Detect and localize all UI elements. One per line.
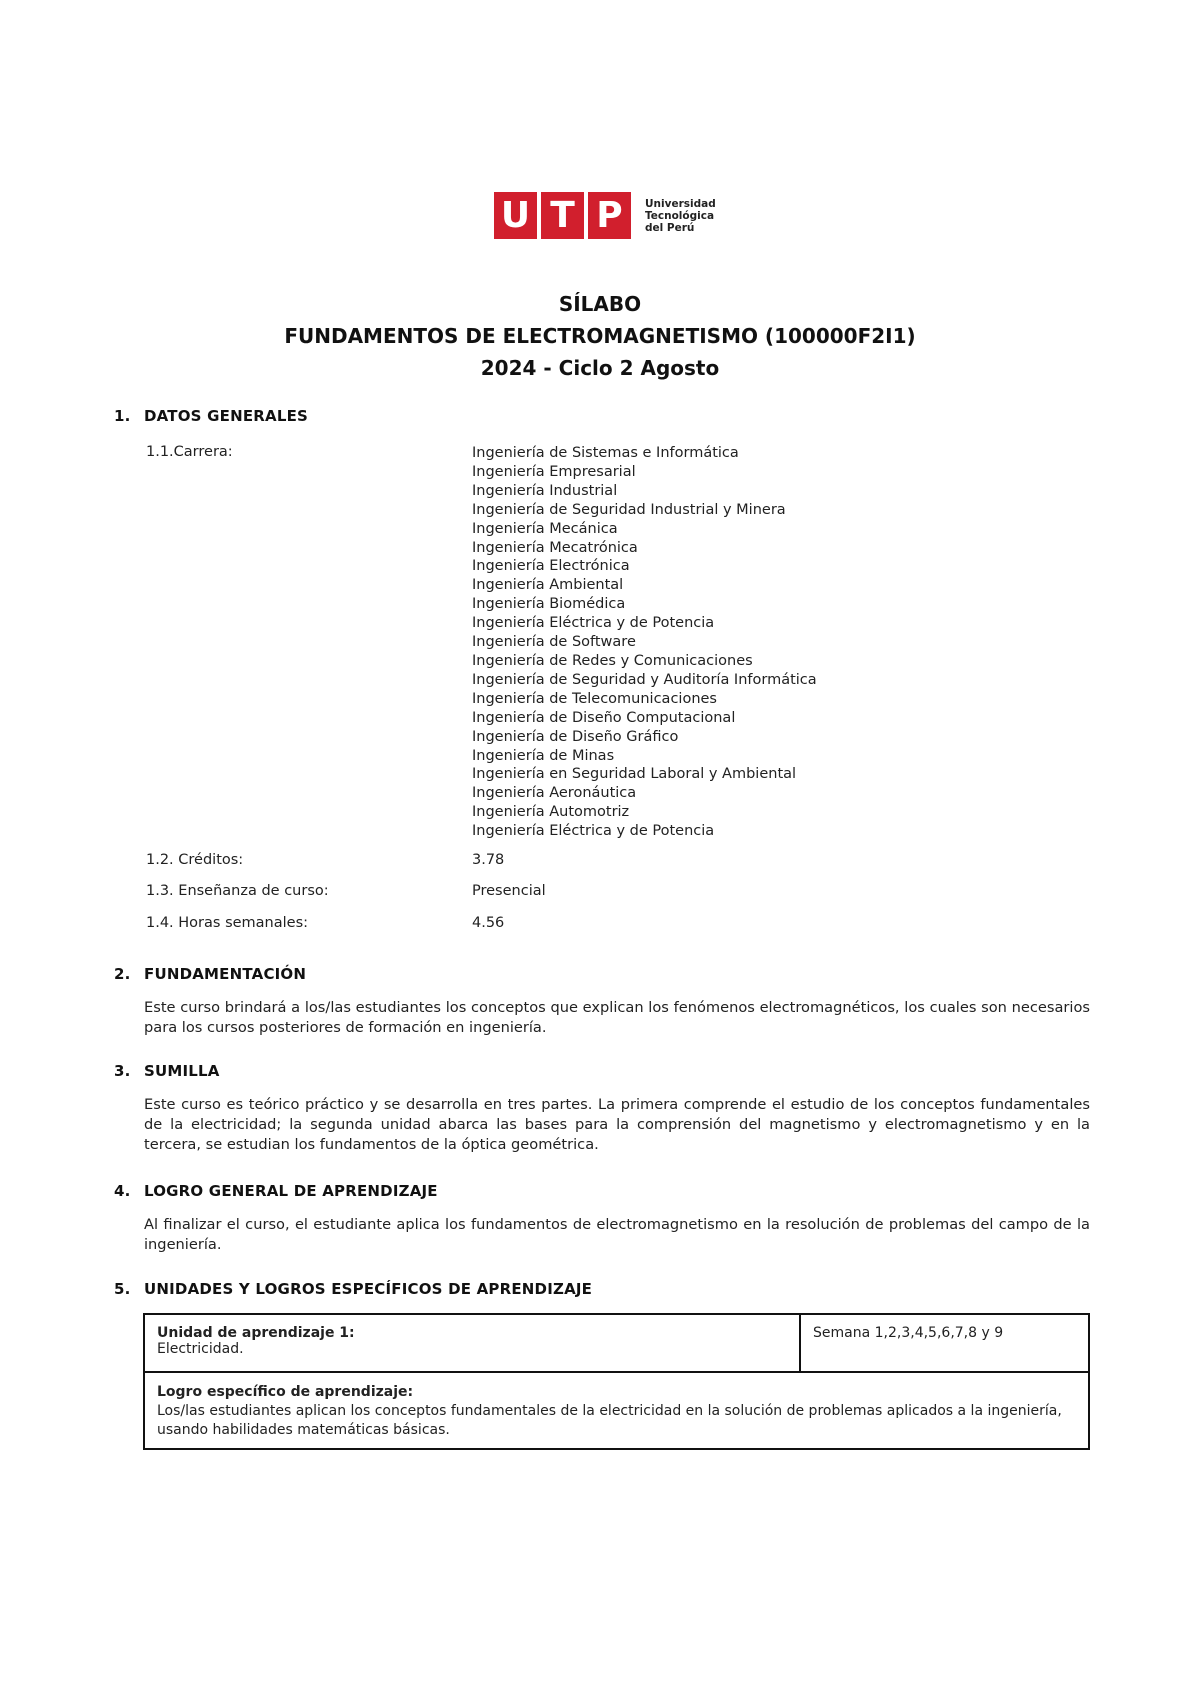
list-item: Ingeniería Aeronáutica	[472, 785, 637, 802]
section-heading-fundamentacion: 2. FUNDAMENTACIÓN	[114, 965, 307, 983]
logo-wordmark: Universidad Tecnológica del Perú	[645, 197, 716, 234]
sumilla-text: Este curso es teórico práctico y se desarrolla en tres partes. La primera comprende el estudio de los conceptos fundamentales de la electricidad; la segunda unidad abarca las bases para la comprensión del magnetismo y electromagnetismo y en la tercera, se estudian los fundamentos de la óptica geométrica.	[144, 1096, 1090, 1153]
list-item: Ingeniería Eléctrica y de Potencia	[472, 615, 715, 632]
logro-cell	[144, 1372, 1089, 1449]
horas-value: 4.56	[472, 915, 505, 931]
list-item: Ingeniería Empresarial	[472, 463, 636, 480]
ensenanza-value: Presencial	[472, 883, 546, 899]
list-item: Ingeniería Ambiental	[472, 577, 624, 594]
creditos-value: 3.78	[472, 852, 505, 868]
list-item: Ingeniería de Sistemas e Informática	[472, 445, 739, 461]
ensenanza-label: 1.3. Enseñanza de curso:	[146, 883, 329, 899]
list-item: Ingeniería de Minas	[472, 747, 615, 764]
logro-general-text: Al finalizar el curso, el estudiante aplica los fundamentos de electromagnetismo en la resolución de problemas del campo de la ingeniería.	[144, 1216, 1090, 1253]
logo-letter-u: U	[494, 192, 537, 239]
table-row	[144, 1372, 1089, 1449]
carreras-list	[472, 444, 817, 841]
logro-especifico-title: Logro específico de aprendizaje:	[157, 1384, 414, 1400]
section-heading-unidades: 5. UNIDADES Y LOGROS ESPECÍFICOS DE APRENDIZAJE	[114, 1280, 593, 1298]
list-item: Ingeniería Mecánica	[472, 520, 618, 537]
unit-cell	[144, 1314, 800, 1372]
section-heading-datos-generales: 1. DATOS GENERALES	[114, 407, 309, 425]
list-item: Ingeniería Industrial	[472, 482, 618, 499]
list-item: Ingeniería de Redes y Comunicaciones	[472, 652, 753, 669]
course-period: 2024 - Ciclo 2 Agosto	[480, 356, 720, 380]
list-item: Ingeniería de Diseño Gráfico	[472, 728, 679, 745]
list-item: Ingeniería Eléctrica y de Potencia	[472, 823, 715, 840]
section-heading-sumilla: 3. SUMILLA	[114, 1062, 220, 1080]
carrera-label: 1.1.Carrera:	[146, 444, 233, 460]
creditos-label: 1.2. Créditos:	[146, 852, 244, 868]
utp-logo	[494, 192, 716, 239]
course-title: FUNDAMENTOS DE ELECTROMAGNETISMO (100000F2I1)	[284, 324, 916, 348]
unit-table	[143, 1313, 1090, 1450]
list-item: Ingeniería de Software	[472, 634, 636, 651]
list-item: Ingeniería en Seguridad Laboral y Ambiental	[472, 766, 797, 783]
unit-title: Unidad de aprendizaje 1:	[157, 1325, 355, 1341]
list-item: Ingeniería Automotriz	[472, 804, 630, 821]
document-title: SÍLABO	[558, 292, 642, 316]
list-item: Ingeniería de Telecomunicaciones	[472, 690, 717, 707]
weeks-cell	[800, 1314, 1089, 1372]
document-title-block	[0, 288, 1200, 384]
list-item: Ingeniería Biomédica	[472, 596, 626, 613]
list-item: Ingeniería de Seguridad y Auditoría Informática	[472, 671, 817, 688]
list-item: Ingeniería de Seguridad Industrial y Minera	[472, 501, 786, 518]
table-row	[144, 1314, 1089, 1372]
logro-especifico-text: Los/las estudiantes aplican los conceptos fundamentales de la electricidad en la solución de problemas aplicados a la ingeniería, usando habilidades matemáticas básicas.	[157, 1403, 1062, 1438]
unit-name: Electricidad.	[157, 1341, 244, 1357]
logo-letter-p: P	[588, 192, 631, 239]
unit-weeks: Semana 1,2,3,4,5,6,7,8 y 9	[813, 1325, 1004, 1341]
fundamentacion-text: Este curso brindará a los/las estudiantes los conceptos que explican los fenómenos electromagnéticos, los cuales son necesarios para los cursos posteriores de formación en ingeniería.	[144, 999, 1090, 1036]
logo-letter-t: T	[541, 192, 584, 239]
section-heading-logro-general: 4. LOGRO GENERAL DE APRENDIZAJE	[114, 1182, 438, 1200]
list-item: Ingeniería Mecatrónica	[472, 539, 638, 556]
list-item: Ingeniería Electrónica	[472, 558, 630, 575]
list-item: Ingeniería de Diseño Computacional	[472, 709, 736, 726]
horas-label: 1.4. Horas semanales:	[146, 915, 309, 931]
